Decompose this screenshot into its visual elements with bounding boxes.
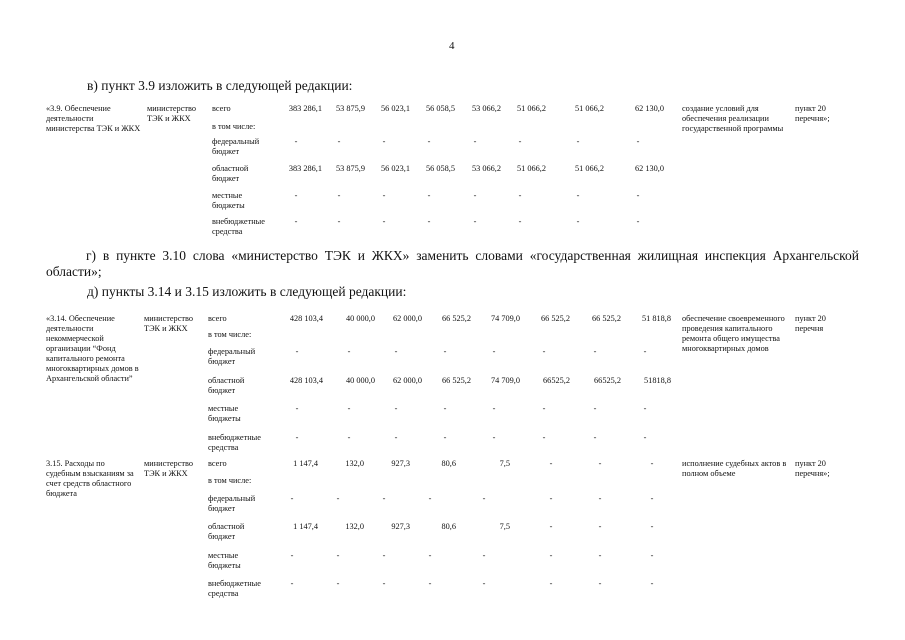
funding-source-local: местные бюджеты [208, 404, 241, 423]
value-cell: 66 525,2 [441, 314, 471, 323]
value-cell: - [549, 459, 553, 468]
value-cell: - [290, 494, 294, 503]
value-cell: 51 066,2 [516, 164, 546, 173]
value-cell: 927,3 [391, 522, 410, 531]
value-cell: - [295, 433, 299, 442]
value-cell: - [382, 494, 386, 503]
value-cell: - [643, 433, 647, 442]
value-cell: - [294, 137, 298, 146]
value-cell: - [636, 191, 640, 200]
value-cell: - [443, 347, 447, 356]
executor: министерство ТЭК и ЖКХ [144, 314, 194, 333]
value-cell: 62 000,0 [392, 314, 422, 323]
value-cell: - [650, 494, 654, 503]
value-cell: - [598, 551, 602, 560]
value-cell: - [542, 347, 546, 356]
value-cell: 74 709,0 [490, 314, 520, 323]
value-cell: - [650, 459, 654, 468]
funding-source-extra: внебюджетные средства [212, 217, 265, 236]
value-cell: 1 147,4 [293, 459, 318, 468]
value-cell: - [382, 137, 386, 146]
funding-source-regional: областной бюджет [208, 522, 245, 541]
reference: пункт 20 перечня»; [795, 459, 830, 478]
value-cell: 66525,2 [594, 376, 621, 385]
value-cell: - [598, 459, 602, 468]
value-cell: 56 058,5 [425, 104, 455, 113]
funding-source-total: всего [208, 314, 227, 323]
expected-result: создание условий для обеспечения реализации государственной программы [682, 104, 784, 133]
value-cell: 62 000,0 [392, 376, 422, 385]
heading-item-d: д) пункты 3.14 и 3.15 изложить в следующей редакции: [87, 284, 407, 299]
funding-source-extra: внебюджетные средства [208, 433, 261, 452]
value-cell: 40 000,0 [345, 314, 375, 323]
value-cell: 383 286,1 [288, 164, 322, 173]
value-cell: 40 000,0 [345, 376, 375, 385]
page-number: 4 [449, 40, 455, 52]
value-cell: - [593, 404, 597, 413]
value-cell: - [294, 191, 298, 200]
event-name: «3.9. Обеспечение деятельности министерства ТЭК и ЖКХ [46, 104, 141, 133]
value-cell: - [443, 404, 447, 413]
expected-result: исполнение судебных актов в полном объеме [682, 459, 787, 478]
funding-source-federal: федеральный бюджет [208, 494, 256, 513]
value-cell: - [347, 404, 351, 413]
value-cell: - [428, 579, 432, 588]
value-cell: 66 525,2 [591, 314, 621, 323]
value-cell: - [542, 433, 546, 442]
value-cell: - [518, 191, 522, 200]
value-cell: 51 066,2 [516, 104, 546, 113]
funding-source-including: в том числе: [212, 122, 256, 131]
value-cell: - [549, 522, 553, 531]
funding-source-regional: областной бюджет [212, 164, 249, 183]
value-cell: - [643, 347, 647, 356]
value-cell: - [336, 579, 340, 588]
value-cell: - [549, 579, 553, 588]
value-cell: - [443, 433, 447, 442]
value-cell: - [473, 137, 477, 146]
value-cell: - [337, 217, 341, 226]
funding-source-total: всего [212, 104, 231, 113]
value-cell: - [576, 137, 580, 146]
value-cell: 132,0 [345, 522, 364, 531]
reference: пункт 20 перечня [795, 314, 826, 333]
value-cell: - [428, 551, 432, 560]
value-cell: - [382, 579, 386, 588]
value-cell: - [492, 433, 496, 442]
value-cell: - [492, 404, 496, 413]
expected-result: обеспечение своевременного проведения капитального ремонта общего имущества многоквартирных домов [682, 314, 785, 353]
value-cell: 53 066,2 [471, 164, 501, 173]
funding-source-local: местные бюджеты [212, 191, 245, 210]
value-cell: - [427, 217, 431, 226]
value-cell: - [593, 433, 597, 442]
funding-source-extra: внебюджетные средства [208, 579, 261, 598]
value-cell: - [294, 217, 298, 226]
value-cell: - [482, 579, 486, 588]
value-cell: - [549, 551, 553, 560]
value-cell: 66 525,2 [441, 376, 471, 385]
value-cell: - [428, 494, 432, 503]
value-cell: - [290, 551, 294, 560]
funding-source-federal: федеральный бюджет [212, 137, 260, 156]
value-cell: 7,5 [499, 459, 510, 468]
value-cell: - [636, 217, 640, 226]
value-cell: - [482, 551, 486, 560]
value-cell: - [382, 191, 386, 200]
value-cell: 927,3 [391, 459, 410, 468]
heading-item-v: в) пункт 3.9 изложить в следующей редакции: [87, 78, 353, 93]
value-cell: 53 875,9 [335, 104, 365, 113]
value-cell: - [492, 347, 496, 356]
value-cell: - [336, 551, 340, 560]
value-cell: 7,5 [499, 522, 510, 531]
value-cell: 132,0 [345, 459, 364, 468]
value-cell: - [650, 522, 654, 531]
value-cell: 51818,8 [644, 376, 671, 385]
value-cell: 1 147,4 [293, 522, 318, 531]
value-cell: - [382, 551, 386, 560]
value-cell: - [394, 433, 398, 442]
value-cell: - [518, 217, 522, 226]
value-cell: - [473, 217, 477, 226]
value-cell: - [482, 494, 486, 503]
value-cell: - [427, 191, 431, 200]
value-cell: - [576, 191, 580, 200]
value-cell: - [598, 579, 602, 588]
funding-source-including: в том числе: [208, 330, 252, 339]
value-cell: - [576, 217, 580, 226]
value-cell: 53 066,2 [471, 104, 501, 113]
value-cell: - [394, 347, 398, 356]
value-cell: - [337, 137, 341, 146]
value-cell: - [382, 217, 386, 226]
value-cell: 51 066,2 [574, 104, 604, 113]
value-cell: - [549, 494, 553, 503]
value-cell: 62 130,0 [634, 164, 664, 173]
value-cell: 62 130,0 [634, 104, 664, 113]
value-cell: 66 525,2 [540, 314, 570, 323]
funding-source-total: всего [208, 459, 227, 468]
value-cell: - [290, 579, 294, 588]
value-cell: 428 103,4 [289, 376, 323, 385]
value-cell: 66525,2 [543, 376, 570, 385]
value-cell: 51 066,2 [574, 164, 604, 173]
value-cell: 51 818,8 [641, 314, 671, 323]
executor: министерство ТЭК и ЖКХ [144, 459, 194, 478]
value-cell: - [650, 551, 654, 560]
value-cell: - [337, 191, 341, 200]
funding-source-local: местные бюджеты [208, 551, 241, 570]
value-cell: - [427, 137, 431, 146]
paragraph-item-g: г) в пункте 3.10 слова «министерство ТЭК и ЖКХ» заменить словами «государственная жилищная инспекция Архангельской области»; [46, 248, 859, 279]
reference: пункт 20 перечня»; [795, 104, 830, 123]
funding-source-including: в том числе: [208, 476, 252, 485]
value-cell: 383 286,1 [288, 104, 322, 113]
value-cell: - [295, 404, 299, 413]
funding-source-federal: федеральный бюджет [208, 347, 256, 366]
event-name: «3.14. Обеспечение деятельности некоммерческой организации “Фонд капитального ремонта многоквартирных домов в Архангельской области” [46, 314, 139, 383]
value-cell: - [636, 137, 640, 146]
value-cell: - [593, 347, 597, 356]
value-cell: 56 023,1 [380, 104, 410, 113]
value-cell: 74 709,0 [490, 376, 520, 385]
value-cell: - [336, 494, 340, 503]
value-cell: 53 875,9 [335, 164, 365, 173]
value-cell: - [295, 347, 299, 356]
value-cell: - [643, 404, 647, 413]
value-cell: 80,6 [441, 522, 456, 531]
value-cell: 80,6 [441, 459, 456, 468]
value-cell: - [473, 191, 477, 200]
value-cell: - [542, 404, 546, 413]
value-cell: - [598, 522, 602, 531]
value-cell: - [598, 494, 602, 503]
value-cell: 56 023,1 [380, 164, 410, 173]
value-cell: - [394, 404, 398, 413]
value-cell: 428 103,4 [289, 314, 323, 323]
value-cell: - [347, 347, 351, 356]
value-cell: - [518, 137, 522, 146]
value-cell: - [650, 579, 654, 588]
event-name: 3.15. Расходы по судебным взысканиям за счет средств областного бюджета [46, 459, 134, 498]
executor: министерство ТЭК и ЖКХ [147, 104, 197, 123]
funding-source-regional: областной бюджет [208, 376, 245, 395]
value-cell: - [347, 433, 351, 442]
value-cell: 56 058,5 [425, 164, 455, 173]
